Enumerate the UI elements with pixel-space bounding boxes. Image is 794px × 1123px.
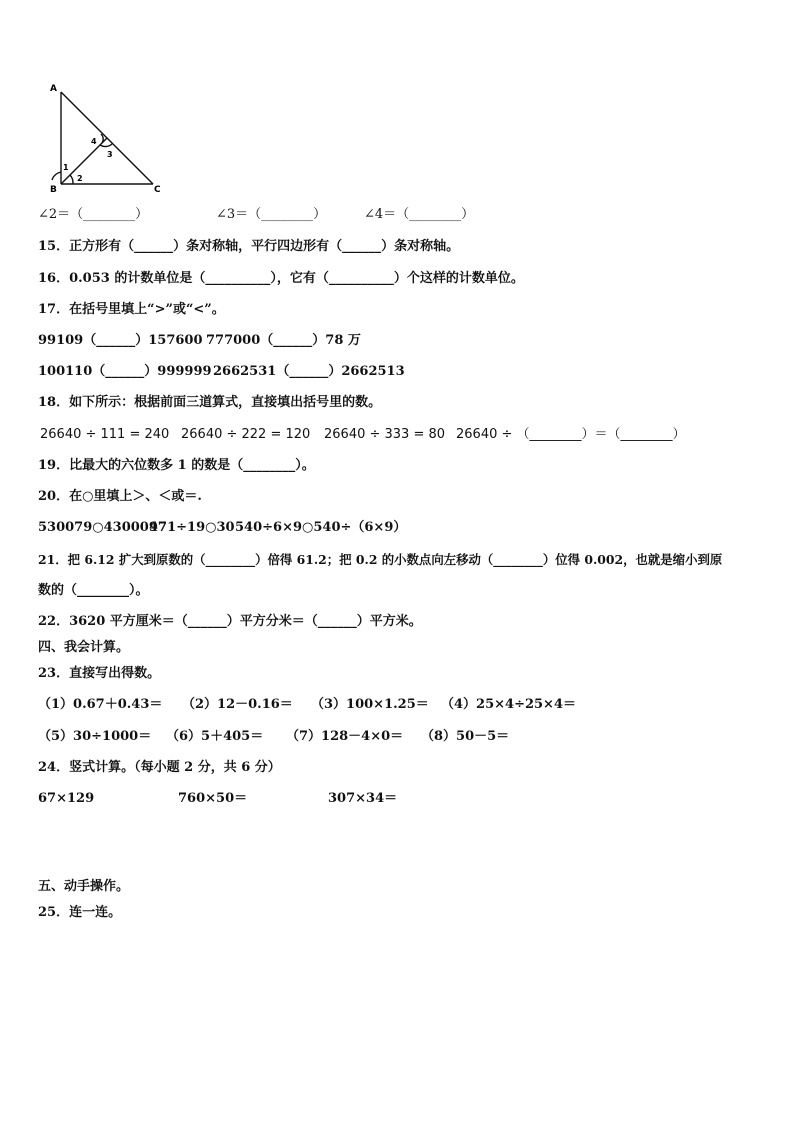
q17-item: 2662531（______）2662513 [213, 364, 405, 379]
question-16: 16．0.053 的计数单位是（__________），它有（__________）个这样的计数单位。 [38, 271, 524, 286]
q18-item: 26640 ÷ 333 = 80 [324, 427, 446, 442]
q20-item: 540÷6×9○540÷（6×9） [235, 520, 407, 535]
q23-item: （3）100×1.25＝ [311, 697, 429, 712]
question-24-title: 24．竖式计算。（每小题 2 分，共 6 分） [38, 760, 281, 775]
label-angle-1: 1 [63, 163, 69, 172]
q23-item: （7）128－4×0＝ [286, 729, 404, 744]
question-17-title: 17．在括号里填上“>”或“<”。 [38, 302, 225, 317]
q23-item: （2）12－0.16＝ [182, 697, 293, 712]
question-19: 19．比最大的六位数多 1 的数是（________）。 [38, 458, 315, 473]
q24-item: 67×129 [38, 791, 95, 806]
question-20-title: 20．在○里填上＞、＜或＝. [38, 489, 202, 504]
question-21-line-2: 数的（________）。 [38, 583, 149, 598]
question-18-title: 18．如下所示：根据前面三道算式，直接填出括号里的数。 [38, 395, 382, 410]
q24-item: 307×34＝ [328, 791, 398, 806]
q17-item: 100110（______）999999 [38, 364, 212, 379]
q23-item: （6）5＋405＝ [166, 729, 264, 744]
q17-item: 99109（______）157600 [38, 333, 203, 348]
label-angle-3: 3 [107, 150, 113, 159]
q23-item: （8）50－5＝ [421, 729, 510, 744]
q23-item: （1）0.67＋0.43＝ [38, 697, 163, 712]
q17-item: 777000（______）78 万 [206, 333, 361, 348]
q23-item: （5）30÷1000＝ [38, 729, 152, 744]
label-a: A [50, 84, 57, 94]
label-angle-4: 4 [91, 137, 97, 146]
q18-item: 26640 ÷ （________）＝（________） [456, 427, 686, 442]
angle-3-blank: ∠3＝（________） [216, 207, 327, 222]
q18-item: 26640 ÷ 222 = 120 [181, 427, 311, 442]
question-23-title: 23．直接写出得数。 [38, 666, 161, 681]
label-b: B [50, 185, 57, 195]
q18-item: 26640 ÷ 111 = 240 [40, 427, 170, 442]
question-25: 25．连一连。 [38, 905, 122, 920]
angle-2-blank: ∠2＝（________） [38, 207, 149, 222]
question-15: 15．正方形有（______）条对称轴，平行四边形有（______）条对称轴。 [38, 239, 460, 254]
q23-item: （4）25×4÷25×4＝ [441, 697, 576, 712]
question-21-line-1: 21．把 6.12 扩大到原数的（________）倍得 61.2；把 0.2 的小数点向左移动（________）位得 0.002，也就是缩小到原 [38, 552, 723, 567]
q20-item: 530079○4300097 [38, 520, 167, 535]
section-4-title: 四、我会计算。 [38, 640, 130, 655]
label-angle-2: 2 [77, 174, 83, 183]
question-22: 22．3620 平方厘米＝（______）平方分米＝（______）平方米。 [38, 614, 422, 629]
section-5-title: 五、动手操作。 [38, 879, 130, 894]
label-c: C [154, 185, 161, 195]
q20-item: 471÷19○30 [149, 520, 235, 535]
q24-item: 760×50＝ [178, 791, 248, 806]
angle-4-blank: ∠4＝（________） [364, 207, 475, 222]
triangle-figure [44, 80, 174, 198]
